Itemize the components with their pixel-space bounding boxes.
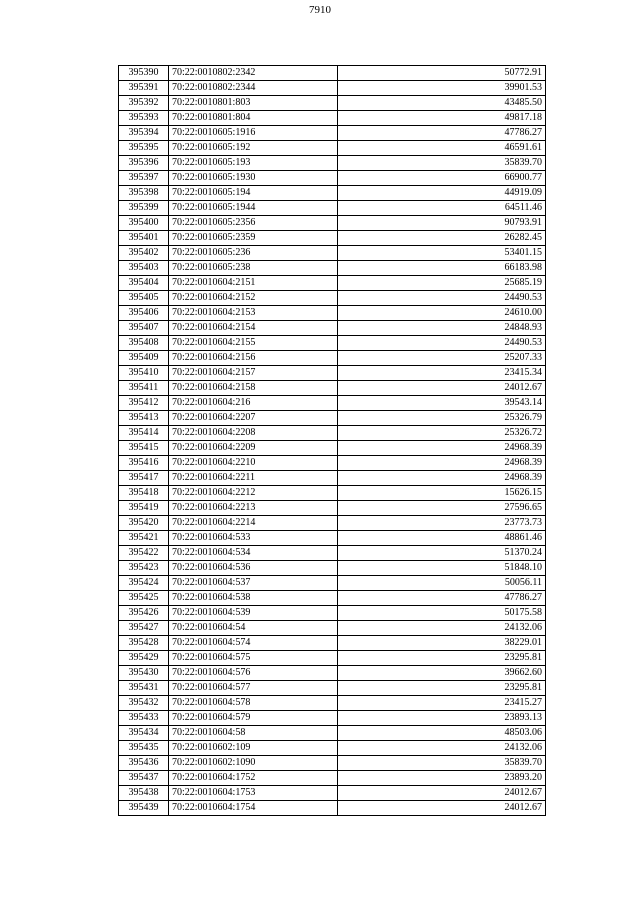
table-row	[119, 441, 546, 456]
value-cell: 51848.10	[338, 561, 546, 576]
table-row	[119, 501, 546, 516]
table-row	[119, 81, 546, 96]
table-row	[119, 591, 546, 606]
row-number-cell: 395415	[119, 441, 169, 456]
row-number-cell: 395401	[119, 231, 169, 246]
cadastral-number-cell: 70:22:0010801:803	[169, 96, 338, 111]
data-table	[118, 65, 546, 816]
table-row	[119, 261, 546, 276]
value-cell: 44919.09	[338, 186, 546, 201]
table-row	[119, 576, 546, 591]
table-row	[119, 291, 546, 306]
row-number-cell: 395407	[119, 321, 169, 336]
row-number-cell: 395427	[119, 621, 169, 636]
table-row	[119, 171, 546, 186]
table-row	[119, 426, 546, 441]
value-cell: 27596.65	[338, 501, 546, 516]
row-number-cell: 395435	[119, 741, 169, 756]
table-row	[119, 66, 546, 81]
value-cell: 51370.24	[338, 546, 546, 561]
cadastral-number-cell: 70:22:0010605:192	[169, 141, 338, 156]
row-number-cell: 395412	[119, 396, 169, 411]
value-cell: 64511.46	[338, 201, 546, 216]
row-number-cell: 395438	[119, 786, 169, 801]
cadastral-number-cell: 70:22:0010604:2208	[169, 426, 338, 441]
cadastral-number-cell: 70:22:0010604:2157	[169, 366, 338, 381]
row-number-cell: 395417	[119, 471, 169, 486]
row-number-cell: 395405	[119, 291, 169, 306]
cadastral-number-cell: 70:22:0010605:194	[169, 186, 338, 201]
value-cell: 46591.61	[338, 141, 546, 156]
row-number-cell: 395418	[119, 486, 169, 501]
table-row	[119, 366, 546, 381]
row-number-cell: 395398	[119, 186, 169, 201]
page-number: 7910	[309, 4, 331, 16]
table-row	[119, 696, 546, 711]
cadastral-number-cell: 70:22:0010604:574	[169, 636, 338, 651]
cadastral-number-cell: 70:22:0010604:2211	[169, 471, 338, 486]
value-cell: 25207.33	[338, 351, 546, 366]
value-cell: 24012.67	[338, 381, 546, 396]
row-number-cell: 395421	[119, 531, 169, 546]
table-row	[119, 636, 546, 651]
row-number-cell: 395416	[119, 456, 169, 471]
cadastral-number-cell: 70:22:0010604:575	[169, 651, 338, 666]
value-cell: 23773.73	[338, 516, 546, 531]
cadastral-number-cell: 70:22:0010802:2342	[169, 66, 338, 81]
cadastral-number-cell: 70:22:0010604:2210	[169, 456, 338, 471]
value-cell: 50772.91	[338, 66, 546, 81]
value-cell: 24968.39	[338, 471, 546, 486]
cadastral-number-cell: 70:22:0010604:2158	[169, 381, 338, 396]
row-number-cell: 395411	[119, 381, 169, 396]
table-row	[119, 126, 546, 141]
row-number-cell: 395397	[119, 171, 169, 186]
row-number-cell: 395413	[119, 411, 169, 426]
table-row	[119, 531, 546, 546]
cadastral-number-cell: 70:22:0010604:576	[169, 666, 338, 681]
table-row	[119, 516, 546, 531]
table-row	[119, 186, 546, 201]
cadastral-number-cell: 70:22:0010605:1916	[169, 126, 338, 141]
cadastral-number-cell: 70:22:0010602:109	[169, 741, 338, 756]
value-cell: 50056.11	[338, 576, 546, 591]
table-row	[119, 771, 546, 786]
value-cell: 23415.27	[338, 696, 546, 711]
table-row	[119, 381, 546, 396]
cadastral-number-cell: 70:22:0010802:2344	[169, 81, 338, 96]
value-cell: 24012.67	[338, 786, 546, 801]
cadastral-number-cell: 70:22:0010604:577	[169, 681, 338, 696]
row-number-cell: 395425	[119, 591, 169, 606]
table-row	[119, 681, 546, 696]
table-row	[119, 621, 546, 636]
table-row	[119, 486, 546, 501]
cadastral-number-cell: 70:22:0010604:579	[169, 711, 338, 726]
table-row	[119, 351, 546, 366]
row-number-cell: 395409	[119, 351, 169, 366]
cadastral-number-cell: 70:22:0010605:238	[169, 261, 338, 276]
value-cell: 43485.50	[338, 96, 546, 111]
table-row	[119, 651, 546, 666]
value-cell: 23893.13	[338, 711, 546, 726]
row-number-cell: 395439	[119, 801, 169, 816]
value-cell: 23295.81	[338, 681, 546, 696]
row-number-cell: 395410	[119, 366, 169, 381]
row-number-cell: 395420	[119, 516, 169, 531]
cadastral-number-cell: 70:22:0010604:2212	[169, 486, 338, 501]
row-number-cell: 395394	[119, 126, 169, 141]
row-number-cell: 395396	[119, 156, 169, 171]
value-cell: 24490.53	[338, 291, 546, 306]
table-row	[119, 666, 546, 681]
row-number-cell: 395430	[119, 666, 169, 681]
cadastral-number-cell: 70:22:0010604:2155	[169, 336, 338, 351]
cadastral-number-cell: 70:22:0010605:193	[169, 156, 338, 171]
table-row	[119, 201, 546, 216]
value-cell: 24490.53	[338, 336, 546, 351]
row-number-cell: 395433	[119, 711, 169, 726]
table-body	[119, 66, 546, 816]
table-row	[119, 231, 546, 246]
cadastral-number-cell: 70:22:0010604:539	[169, 606, 338, 621]
value-cell: 15626.15	[338, 486, 546, 501]
row-number-cell: 395399	[119, 201, 169, 216]
cadastral-number-cell: 70:22:0010801:804	[169, 111, 338, 126]
value-cell: 39662.60	[338, 666, 546, 681]
table-row	[119, 411, 546, 426]
value-cell: 90793.91	[338, 216, 546, 231]
cadastral-number-cell: 70:22:0010604:54	[169, 621, 338, 636]
cadastral-number-cell: 70:22:0010604:1754	[169, 801, 338, 816]
row-number-cell: 395395	[119, 141, 169, 156]
cadastral-number-cell: 70:22:0010604:2207	[169, 411, 338, 426]
cadastral-number-cell: 70:22:0010604:2209	[169, 441, 338, 456]
cadastral-number-cell: 70:22:0010605:236	[169, 246, 338, 261]
table-row	[119, 606, 546, 621]
value-cell: 35839.70	[338, 156, 546, 171]
cadastral-number-cell: 70:22:0010604:2151	[169, 276, 338, 291]
row-number-cell: 395406	[119, 306, 169, 321]
cadastral-number-cell: 70:22:0010605:1944	[169, 201, 338, 216]
row-number-cell: 395404	[119, 276, 169, 291]
row-number-cell: 395402	[119, 246, 169, 261]
value-cell: 49817.18	[338, 111, 546, 126]
table-row	[119, 111, 546, 126]
table-row	[119, 786, 546, 801]
value-cell: 53401.15	[338, 246, 546, 261]
value-cell: 24968.39	[338, 441, 546, 456]
cadastral-number-cell: 70:22:0010604:2213	[169, 501, 338, 516]
row-number-cell: 395426	[119, 606, 169, 621]
row-number-cell: 395423	[119, 561, 169, 576]
value-cell: 24012.67	[338, 801, 546, 816]
table-row	[119, 276, 546, 291]
table-row	[119, 726, 546, 741]
value-cell: 47786.27	[338, 591, 546, 606]
row-number-cell: 395400	[119, 216, 169, 231]
cadastral-number-cell: 70:22:0010604:1752	[169, 771, 338, 786]
table-row	[119, 561, 546, 576]
value-cell: 26282.45	[338, 231, 546, 246]
cadastral-number-cell: 70:22:0010604:2214	[169, 516, 338, 531]
row-number-cell: 395437	[119, 771, 169, 786]
cadastral-number-cell: 70:22:0010604:537	[169, 576, 338, 591]
row-number-cell: 395390	[119, 66, 169, 81]
value-cell: 25326.79	[338, 411, 546, 426]
row-number-cell: 395428	[119, 636, 169, 651]
row-number-cell: 395422	[119, 546, 169, 561]
value-cell: 38229.01	[338, 636, 546, 651]
row-number-cell: 395429	[119, 651, 169, 666]
cadastral-number-cell: 70:22:0010604:2152	[169, 291, 338, 306]
cadastral-number-cell: 70:22:0010605:2356	[169, 216, 338, 231]
value-cell: 25685.19	[338, 276, 546, 291]
table-row	[119, 321, 546, 336]
value-cell: 23295.81	[338, 651, 546, 666]
table-row	[119, 471, 546, 486]
table-row	[119, 96, 546, 111]
table-row	[119, 141, 546, 156]
value-cell: 47786.27	[338, 126, 546, 141]
row-number-cell: 395424	[119, 576, 169, 591]
row-number-cell: 395432	[119, 696, 169, 711]
cadastral-number-cell: 70:22:0010604:2156	[169, 351, 338, 366]
value-cell: 23893.20	[338, 771, 546, 786]
cadastral-number-cell: 70:22:0010604:58	[169, 726, 338, 741]
table-row	[119, 246, 546, 261]
row-number-cell: 395408	[119, 336, 169, 351]
table-row	[119, 756, 546, 771]
row-number-cell: 395436	[119, 756, 169, 771]
row-number-cell: 395392	[119, 96, 169, 111]
value-cell: 50175.58	[338, 606, 546, 621]
row-number-cell: 395391	[119, 81, 169, 96]
value-cell: 24132.06	[338, 741, 546, 756]
value-cell: 48861.46	[338, 531, 546, 546]
value-cell: 24848.93	[338, 321, 546, 336]
table-row	[119, 216, 546, 231]
value-cell: 39901.53	[338, 81, 546, 96]
value-cell: 48503.06	[338, 726, 546, 741]
cadastral-number-cell: 70:22:0010604:536	[169, 561, 338, 576]
row-number-cell: 395419	[119, 501, 169, 516]
value-cell: 66183.98	[338, 261, 546, 276]
cadastral-number-cell: 70:22:0010604:216	[169, 396, 338, 411]
table-row	[119, 801, 546, 816]
cadastral-number-cell: 70:22:0010605:1930	[169, 171, 338, 186]
cadastral-number-cell: 70:22:0010604:534	[169, 546, 338, 561]
value-cell: 25326.72	[338, 426, 546, 441]
row-number-cell: 395414	[119, 426, 169, 441]
table-row	[119, 741, 546, 756]
value-cell: 24968.39	[338, 456, 546, 471]
cadastral-number-cell: 70:22:0010604:1753	[169, 786, 338, 801]
table-row	[119, 336, 546, 351]
cadastral-number-cell: 70:22:0010604:533	[169, 531, 338, 546]
cadastral-number-cell: 70:22:0010602:1090	[169, 756, 338, 771]
table-row	[119, 546, 546, 561]
value-cell: 66900.77	[338, 171, 546, 186]
value-cell: 39543.14	[338, 396, 546, 411]
row-number-cell: 395403	[119, 261, 169, 276]
cadastral-number-cell: 70:22:0010604:538	[169, 591, 338, 606]
table-row	[119, 711, 546, 726]
table-row	[119, 306, 546, 321]
table-row	[119, 156, 546, 171]
value-cell: 24132.06	[338, 621, 546, 636]
row-number-cell: 395434	[119, 726, 169, 741]
row-number-cell: 395393	[119, 111, 169, 126]
value-cell: 23415.34	[338, 366, 546, 381]
value-cell: 24610.00	[338, 306, 546, 321]
cadastral-number-cell: 70:22:0010604:578	[169, 696, 338, 711]
row-number-cell: 395431	[119, 681, 169, 696]
value-cell: 35839.70	[338, 756, 546, 771]
table-row	[119, 456, 546, 471]
table-row	[119, 396, 546, 411]
cadastral-number-cell: 70:22:0010604:2154	[169, 321, 338, 336]
cadastral-number-cell: 70:22:0010604:2153	[169, 306, 338, 321]
cadastral-number-cell: 70:22:0010605:2359	[169, 231, 338, 246]
